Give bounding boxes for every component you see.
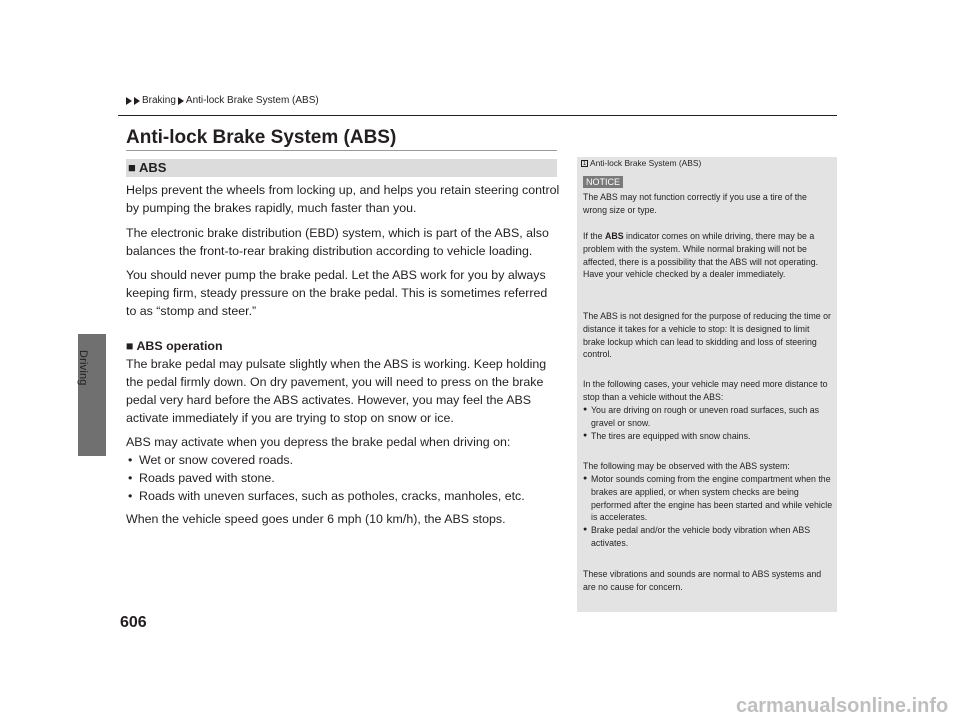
sidebar-paragraph: In the following cases, your vehicle may need more distance to stop than a vehicle without the ABS: <box>583 379 828 402</box>
breadcrumb-item-braking[interactable]: Braking <box>142 95 176 106</box>
list-item: ● Brake pedal and/or the vehicle body vibration when ABS activates. <box>583 524 833 550</box>
subheading-text: ABS operation <box>136 339 223 353</box>
section-heading <box>128 160 166 175</box>
sidebar-title-text: Anti-lock Brake System (ABS) <box>590 158 702 168</box>
sidebar-paragraph: The ABS is not designed for the purpose of reducing the time or distance it takes for a vehicle to stop: It is designed to limit brake lockup which can lead to skidding and loss of steering control. <box>583 311 831 360</box>
list-item: ● You are driving on rough or uneven road surfaces, such as gravel or snow. <box>583 404 833 430</box>
list-item: • Roads paved with stone. <box>126 469 560 487</box>
list-item: • Roads with uneven surfaces, such as potholes, cracks, manholes, etc. <box>126 487 560 505</box>
section-heading-bar <box>126 159 557 177</box>
paragraph-pump: You should never pump the brake pedal. Let the ABS work for you by always keeping firm, steady pressure on the brake pedal. This is sometimes referred to as “stomp and steer.” <box>126 268 548 318</box>
abs-indicator-label: ABS <box>605 231 624 241</box>
sidebar-list <box>583 404 833 442</box>
arrow-right-icon <box>178 97 184 105</box>
reference-number-icon: 1 <box>582 161 587 168</box>
list-item: ● Motor sounds coming from the engine compartment when the brakes are applied, or when system checks are being performed after the engine has been started and while vehicle is accelerates. <box>583 473 833 524</box>
square-marker-icon: ■ <box>128 160 136 175</box>
breadcrumb-item-abs[interactable]: Anti-lock Brake System (ABS) <box>185 95 319 106</box>
sidebar-paragraph: If the ABS indicator comes on while driving, there may be a problem with the system. While normal braking will not be affected, there is a possibility that the ABS will not operating. Have your vehicle checked by a dealer immediately. <box>583 231 819 280</box>
sidebar-paragraph: The ABS may not function correctly if you use a tire of the wrong size or type. <box>583 192 807 215</box>
paragraph-speed: When the vehicle speed goes under 6 mph (10 km/h), the ABS stops. <box>126 512 506 526</box>
list-item: • Wet or snow covered roads. <box>126 451 560 469</box>
sidebar-title <box>581 158 701 168</box>
breadcrumb <box>126 95 319 106</box>
paragraph-activate: ABS may activate when you depress the brake pedal when driving on: <box>126 435 511 449</box>
paragraph-intro: Helps prevent the wheels from locking up, and helps you retain steering control by pumping the brakes rapidly, much faster than you. <box>126 183 560 215</box>
title-underline <box>126 150 557 151</box>
sidebar-paragraph: These vibrations and sounds are normal to ABS systems and are no cause for concern. <box>583 569 822 592</box>
square-marker-icon: ■ <box>126 339 134 353</box>
list-item: ● The tires are equipped with snow chains. <box>583 430 833 443</box>
arrow-right-icon <box>126 97 132 105</box>
sidebar-paragraph: The following may be observed with the ABS system: <box>583 461 790 471</box>
page-title: Anti-lock Brake System (ABS) <box>126 127 397 148</box>
road-conditions-list <box>126 451 560 505</box>
arrow-right-icon <box>134 97 140 105</box>
paragraph-operation: The brake pedal may pulsate slightly when the ABS is working. Keep holding the pedal firmly down. On dry pavement, you will need to press on the brake pedal very hard before the ABS activates. However, you may feel the ABS activate immediately if you are trying to stop on snow or ice. <box>126 357 547 425</box>
header-rule <box>118 115 837 116</box>
paragraph-ebd: The electronic brake distribution (EBD) system, which is part of the ABS, also balances the front-to-rear braking distribution according to vehicle loading. <box>126 226 549 258</box>
notice-badge: NOTICE <box>583 176 623 188</box>
sidebar-list <box>583 473 833 550</box>
side-tab-label: Driving <box>77 350 89 386</box>
page-number: 606 <box>120 614 147 631</box>
section-heading-text: ABS <box>139 160 167 175</box>
subheading <box>126 339 223 353</box>
watermark: carmanualsonline.info <box>736 695 949 717</box>
